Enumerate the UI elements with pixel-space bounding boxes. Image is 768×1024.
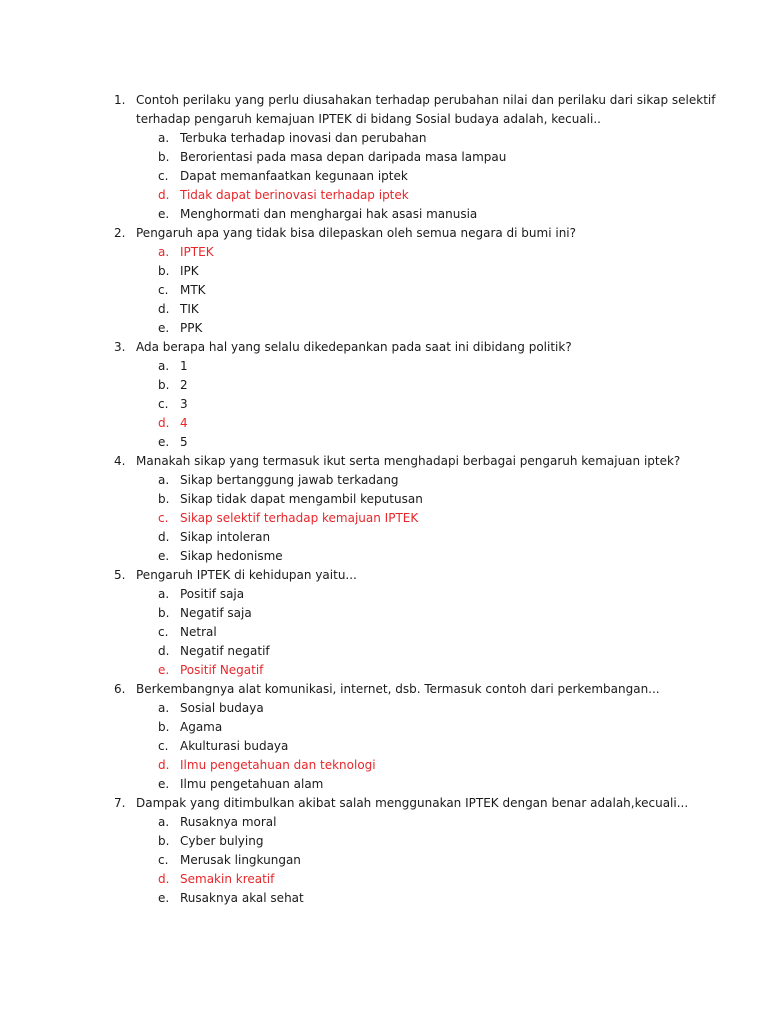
option-4a (0, 471, 768, 490)
question-number: 6. (114, 682, 126, 696)
question-number: 4. (114, 454, 126, 468)
option-letter: b. (158, 150, 170, 164)
option-letter: d. (158, 302, 170, 316)
question-text: Contoh perilaku yang perlu diusahakan terhadap perubahan nilai dan perilaku dari sikap selektif (136, 93, 716, 107)
option-1a (0, 129, 768, 148)
option-4e (0, 547, 768, 566)
option-text: Menghormati dan menghargai hak asasi manusia (180, 207, 478, 221)
option-2b (0, 262, 768, 281)
option-letter: c. (158, 511, 169, 525)
question-3 (0, 338, 768, 357)
option-2e (0, 319, 768, 338)
option-letter: b. (158, 492, 170, 506)
option-text: Sosial budaya (180, 701, 264, 715)
question-text: Pengaruh IPTEK di kehidupan yaitu... (136, 568, 357, 582)
option-6b (0, 718, 768, 737)
question-7 (0, 794, 768, 813)
question-number: 1. (114, 93, 126, 107)
option-letter: c. (158, 739, 169, 753)
option-text: PPK (180, 321, 203, 335)
option-letter: d. (158, 872, 170, 886)
option-text: MTK (180, 283, 206, 297)
question-5 (0, 566, 768, 585)
option-5e-correct (0, 661, 768, 680)
question-4 (0, 452, 768, 471)
option-text: Sikap selektif terhadap kemajuan IPTEK (180, 511, 419, 525)
option-text: Positif Negatif (180, 663, 264, 677)
option-text: Ilmu pengetahuan dan teknologi (180, 758, 376, 772)
option-letter: e. (158, 321, 170, 335)
option-text: 3 (180, 397, 188, 411)
option-3e (0, 433, 768, 452)
question-text: Manakah sikap yang termasuk ikut serta menghadapi berbagai pengaruh kemajuan iptek? (136, 454, 681, 468)
option-letter: b. (158, 606, 170, 620)
option-letter: d. (158, 758, 170, 772)
option-letter: e. (158, 663, 170, 677)
option-text: Sikap bertanggung jawab terkadang (180, 473, 399, 487)
option-text: 2 (180, 378, 188, 392)
question-number: 3. (114, 340, 126, 354)
option-text: Sikap intoleran (180, 530, 271, 544)
option-text: Berorientasi pada masa depan daripada masa lampau (180, 150, 507, 164)
option-letter: a. (158, 473, 170, 487)
option-text: Netral (180, 625, 217, 639)
option-text: Merusak lingkungan (180, 853, 301, 867)
option-text: Dapat memanfaatkan kegunaan iptek (180, 169, 408, 183)
option-text: Ilmu pengetahuan alam (180, 777, 324, 791)
question-1-continued (0, 110, 768, 129)
option-letter: b. (158, 264, 170, 278)
option-text: Negatif negatif (180, 644, 270, 658)
question-number: 5. (114, 568, 126, 582)
option-text: Rusaknya akal sehat (180, 891, 304, 905)
option-letter: e. (158, 891, 170, 905)
question-text: Dampak yang ditimbulkan akibat salah menggunakan IPTEK dengan benar adalah,kecuali... (136, 796, 689, 810)
option-7d-correct (0, 870, 768, 889)
option-6c (0, 737, 768, 756)
question-text: Berkembangnya alat komunikasi, internet, dsb. Termasuk contoh dari perkembangan... (136, 682, 660, 696)
option-letter: a. (158, 131, 170, 145)
option-5c (0, 623, 768, 642)
option-letter: b. (158, 720, 170, 734)
option-text: Positif saja (180, 587, 245, 601)
option-6e (0, 775, 768, 794)
option-7c (0, 851, 768, 870)
option-2d (0, 300, 768, 319)
option-letter: e. (158, 777, 170, 791)
option-text: Semakin kreatif (180, 872, 275, 886)
question-text: Ada berapa hal yang selalu dikedepankan pada saat ini dibidang politik? (136, 340, 572, 354)
option-letter: d. (158, 644, 170, 658)
option-letter: c. (158, 625, 169, 639)
option-letter: c. (158, 397, 169, 411)
option-letter: b. (158, 834, 170, 848)
option-letter: e. (158, 549, 170, 563)
option-letter: d. (158, 530, 170, 544)
option-letter: a. (158, 587, 170, 601)
option-letter: a. (158, 245, 170, 259)
option-letter: a. (158, 359, 170, 373)
option-5d (0, 642, 768, 661)
option-letter: d. (158, 416, 170, 430)
option-7a (0, 813, 768, 832)
option-text: Rusaknya moral (180, 815, 277, 829)
option-letter: c. (158, 169, 169, 183)
option-2c (0, 281, 768, 300)
question-1 (0, 91, 768, 110)
option-text: Negatif saja (180, 606, 252, 620)
quiz-document (0, 91, 768, 908)
option-1c (0, 167, 768, 186)
option-text: Sikap tidak dapat mengambil keputusan (180, 492, 423, 506)
option-7e (0, 889, 768, 908)
option-text: IPTEK (180, 245, 214, 259)
option-letter: e. (158, 435, 170, 449)
option-4b (0, 490, 768, 509)
option-text: Sikap hedonisme (180, 549, 283, 563)
option-5b (0, 604, 768, 623)
option-1b (0, 148, 768, 167)
option-3c (0, 395, 768, 414)
option-6d-correct (0, 756, 768, 775)
option-5a (0, 585, 768, 604)
option-3b (0, 376, 768, 395)
option-letter: e. (158, 207, 170, 221)
question-number: 2. (114, 226, 126, 240)
option-letter: c. (158, 283, 169, 297)
option-letter: b. (158, 378, 170, 392)
option-text: 4 (180, 416, 188, 430)
option-text: 5 (180, 435, 188, 449)
option-3d-correct (0, 414, 768, 433)
question-text: terhadap pengaruh kemajuan IPTEK di bidang Sosial budaya adalah, kecuali.. (136, 112, 601, 126)
option-text: IPK (180, 264, 199, 278)
question-number: 7. (114, 796, 126, 810)
option-text: Akulturasi budaya (180, 739, 289, 753)
option-3a (0, 357, 768, 376)
option-4d (0, 528, 768, 547)
option-letter: c. (158, 853, 169, 867)
option-1e (0, 205, 768, 224)
option-text: Cyber bulying (180, 834, 264, 848)
option-text: Agama (180, 720, 223, 734)
option-letter: a. (158, 701, 170, 715)
option-text: TIK (180, 302, 199, 316)
option-4c-correct (0, 509, 768, 528)
option-letter: d. (158, 188, 170, 202)
option-6a (0, 699, 768, 718)
option-7b (0, 832, 768, 851)
question-6 (0, 680, 768, 699)
option-text: 1 (180, 359, 188, 373)
option-1d-correct (0, 186, 768, 205)
option-text: Terbuka terhadap inovasi dan perubahan (180, 131, 427, 145)
question-2 (0, 224, 768, 243)
option-letter: a. (158, 815, 170, 829)
option-2a-correct (0, 243, 768, 262)
option-text: Tidak dapat berinovasi terhadap iptek (180, 188, 409, 202)
question-text: Pengaruh apa yang tidak bisa dilepaskan oleh semua negara di bumi ini? (136, 226, 577, 240)
